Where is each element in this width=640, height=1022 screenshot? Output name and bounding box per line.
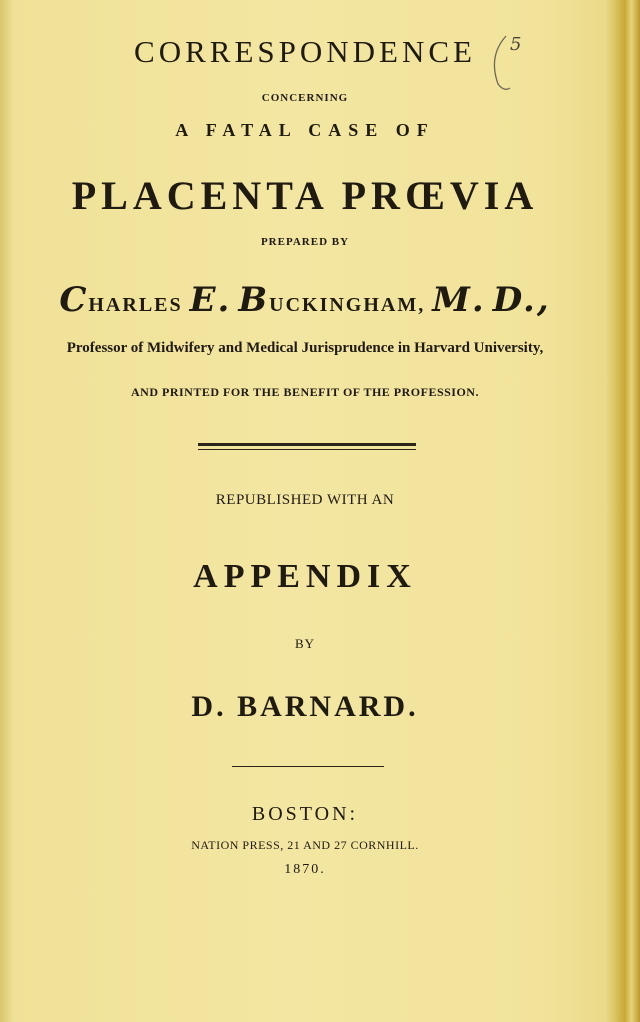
imprint-year: 1870. <box>284 862 326 877</box>
fatal-case-label: A FATAL CASE OF <box>175 120 435 140</box>
imprint-city: BOSTON: <box>251 803 359 825</box>
author-affiliation: Professor of Midwifery and Medical Jurisprudence in Harvard University, <box>66 340 544 356</box>
pencil-annotation <box>476 26 546 96</box>
appendix-title: APPENDIX <box>193 558 417 595</box>
author-initial-e: E. <box>189 280 232 320</box>
by-label: BY <box>294 636 316 651</box>
short-rule <box>232 766 384 767</box>
page-edge-right <box>606 0 640 1022</box>
author-initial-c: C <box>59 280 89 320</box>
author-initial-d: D., <box>492 280 551 320</box>
imprint-publisher: NATION PRESS, 21 AND 27 CORNHILL. <box>191 838 419 852</box>
author-initial-m: M. <box>432 280 486 320</box>
printed-for-label: AND PRINTED FOR THE BENEFIT OF THE PROFESSION. <box>131 385 479 399</box>
double-rule-top <box>198 443 416 446</box>
author-initial-b: B <box>238 280 270 320</box>
prepared-by-label: PREPARED BY <box>260 236 350 248</box>
author-first-rest: HARLES <box>88 294 183 316</box>
concerning-label: CONCERNING <box>261 92 349 104</box>
double-rule-bottom <box>198 449 416 450</box>
main-title: PLACENTA PRŒVIA <box>71 173 539 218</box>
appendix-author: D. BARNARD. <box>191 690 419 723</box>
author-name <box>0 280 610 320</box>
author-last-rest: UCKINGHAM, <box>269 294 426 316</box>
republished-label: REPUBLISHED WITH AN <box>215 492 395 508</box>
pencil-mark-text: 5 <box>510 34 522 55</box>
title-correspondence: CORRESPONDENCE <box>134 34 476 69</box>
